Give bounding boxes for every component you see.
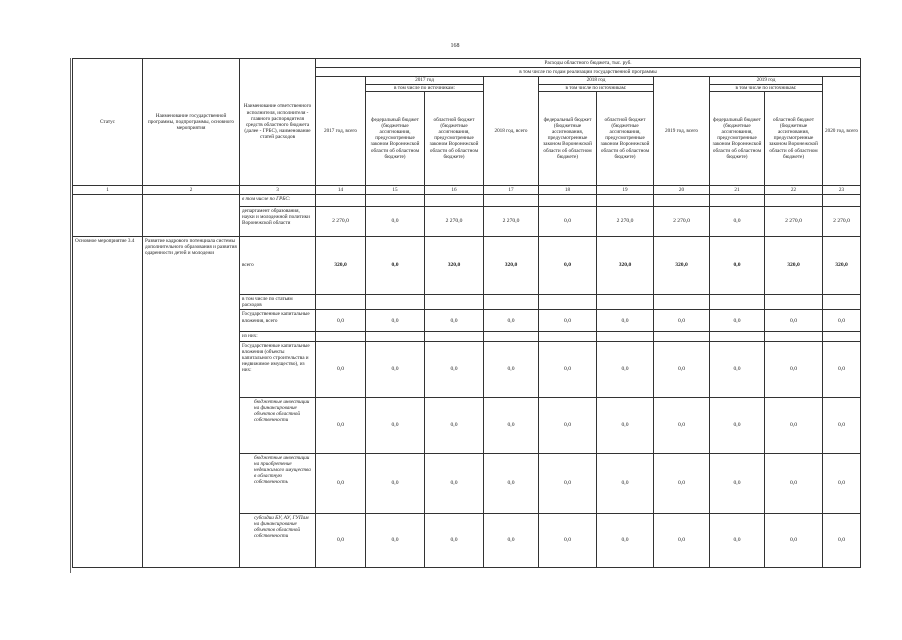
- header-year-2019: 2019 год: [710, 77, 822, 84]
- main-value: 320,0: [425, 237, 484, 295]
- row-department-label: департамент образования, науки и молодежной политики Воронежской области: [240, 207, 316, 237]
- main-total-label: всего: [240, 237, 316, 295]
- capital-value: 0,0: [654, 310, 710, 332]
- header-sources-2017: в том числе по источникам:: [394, 84, 455, 91]
- main-event-name: Развитие кадрового потенциала системы дополнительного образования и развития одаренности детей и молодежи: [143, 237, 240, 568]
- budget-table: [72, 58, 861, 568]
- header-executor: Наименование ответственного исполнителя, исполнителя - главного распорядителя средств областного бюджета (далее - ГРБС), наименование статей расходов: [240, 59, 316, 186]
- main-value: 0,0: [710, 237, 765, 295]
- dept-value: 2 270,0: [823, 207, 861, 237]
- col-num-2: 2: [143, 185, 240, 194]
- header-year-2017: 2017 год: [366, 77, 483, 84]
- capital-objects-value: 0,0: [710, 341, 765, 397]
- budget-table-wrapper: [72, 58, 860, 568]
- dept-value: 0,0: [710, 207, 765, 237]
- capital-objects-value: 0,0: [366, 341, 425, 397]
- budget-invest-realty-value: 0,0: [366, 453, 425, 513]
- col-num-19: 19: [597, 185, 654, 194]
- budget-invest-label: бюджетные инвестиции на финансирование объектов областной собственности: [240, 397, 316, 453]
- capital-objects-value: 0,0: [765, 341, 823, 397]
- header-by-years: в том числе по годам реализации государственной программы: [316, 68, 861, 77]
- main-value: 320,0: [484, 237, 539, 295]
- capital-objects-label: Государственные капитальные вложения (объекты капитального строительства и недвижимое имущество), из них:: [240, 341, 316, 397]
- col-num-18: 18: [539, 185, 597, 194]
- by-items-label: в том числе по статьям расходов: [240, 295, 316, 310]
- budget-invest-value: 0,0: [597, 397, 654, 453]
- main-value: 0,0: [539, 237, 597, 295]
- budget-invest-value: 0,0: [539, 397, 597, 453]
- left-margin-line: [70, 58, 71, 573]
- subsidies-value: 0,0: [765, 513, 823, 567]
- main-value: 320,0: [765, 237, 823, 295]
- col-num-3: 3: [240, 185, 316, 194]
- subsidies-value: 0,0: [366, 513, 425, 567]
- capital-objects-value: 0,0: [425, 341, 484, 397]
- budget-invest-value: 0,0: [316, 397, 366, 453]
- dept-value: 2 270,0: [425, 207, 484, 237]
- col-num-20: 20: [654, 185, 710, 194]
- header-total-2019: 2019 год, всего: [654, 77, 710, 185]
- budget-invest-realty-value: 0,0: [597, 453, 654, 513]
- budget-invest-value: 0,0: [710, 397, 765, 453]
- header-federal-2019: федеральный бюджет (бюджетные ассигнования, предусмотренные законом Воронежской области об областном бюджете): [710, 91, 765, 185]
- budget-invest-realty-value: 0,0: [654, 453, 710, 513]
- col-num-17: 17: [484, 185, 539, 194]
- budget-invest-value: 0,0: [484, 397, 539, 453]
- capital-objects-value: 0,0: [654, 341, 710, 397]
- header-total-2018: 2018 год, всего: [484, 77, 539, 185]
- page-number: 168: [450, 43, 460, 49]
- budget-invest-realty-value: 0,0: [316, 453, 366, 513]
- empty-name-cell: [143, 195, 240, 237]
- header-row-1: [73, 59, 861, 68]
- capital-value: 0,0: [765, 310, 823, 332]
- header-sources-2018: в том числе по источникам:: [565, 84, 627, 91]
- dept-value: 0,0: [539, 207, 597, 237]
- capital-value: 0,0: [484, 310, 539, 332]
- col-num-15: 15: [366, 185, 425, 194]
- main-status: Основное мероприятие 3.4: [73, 237, 143, 568]
- budget-invest-realty-value: 0,0: [425, 453, 484, 513]
- budget-invest-realty-value: 0,0: [765, 453, 823, 513]
- dept-value: 2 270,0: [654, 207, 710, 237]
- subsidies-value: 0,0: [710, 513, 765, 567]
- subsidies-value: 0,0: [316, 513, 366, 567]
- budget-invest-realty-value: 0,0: [539, 453, 597, 513]
- budget-invest-realty-label: бюджетные инвестиции на приобретение недвижимого имущества в областную собственность: [240, 453, 316, 513]
- col-num-14: 14: [316, 185, 366, 194]
- capital-value: 0,0: [823, 310, 861, 332]
- col-num-1: 1: [73, 185, 143, 194]
- capital-objects-value: 0,0: [539, 341, 597, 397]
- capital-value: 0,0: [597, 310, 654, 332]
- budget-invest-realty-value: 0,0: [710, 453, 765, 513]
- dept-value: 0,0: [366, 207, 425, 237]
- subsidies-value: 0,0: [539, 513, 597, 567]
- header-status: Статус: [73, 59, 143, 186]
- col-num-16: 16: [425, 185, 484, 194]
- budget-invest-value: 0,0: [765, 397, 823, 453]
- capital-value: 0,0: [366, 310, 425, 332]
- row-main-total: [73, 237, 861, 295]
- subsidies-value: 0,0: [654, 513, 710, 567]
- budget-invest-value: 0,0: [366, 397, 425, 453]
- budget-invest-realty-value: 0,0: [823, 453, 861, 513]
- row-grbs: [73, 195, 861, 207]
- capital-value: 0,0: [316, 310, 366, 332]
- header-2017-group: [366, 77, 484, 91]
- main-value: 320,0: [597, 237, 654, 295]
- header-sources-2019: в том числе по источникам:: [735, 84, 797, 91]
- capital-objects-value: 0,0: [484, 341, 539, 397]
- of-them-label: из них:: [240, 332, 316, 341]
- col-num-22: 22: [765, 185, 823, 194]
- header-federal-2017: федеральный бюджет (бюджетные ассигнования, предусмотренные законом Воронежской области об областном бюджете): [366, 91, 425, 185]
- header-program-name: Наименование государственной программы, подпрограммы, основного мероприятия: [143, 59, 240, 186]
- header-expenses: Расходы областного бюджета, тыс. руб.: [316, 59, 861, 68]
- budget-invest-value: 0,0: [654, 397, 710, 453]
- capital-value: 0,0: [425, 310, 484, 332]
- column-numbers-row: [73, 185, 861, 194]
- capital-objects-value: 0,0: [316, 341, 366, 397]
- budget-invest-value: 0,0: [823, 397, 861, 453]
- main-value: 0,0: [366, 237, 425, 295]
- subsidies-label: субсидии БУ, АУ, ГУПам на финансирование объектов областной собственности: [240, 513, 316, 567]
- main-value: 320,0: [654, 237, 710, 295]
- header-total-2017: 2017 год, всего: [316, 77, 366, 185]
- capital-label: Государственные капитальные вложения, всего: [240, 310, 316, 332]
- subsidies-value: 0,0: [425, 513, 484, 567]
- subsidies-value: 0,0: [484, 513, 539, 567]
- budget-invest-value: 0,0: [425, 397, 484, 453]
- row-grbs-label: в том числе по ГРБС:: [240, 195, 316, 207]
- col-num-23: 23: [823, 185, 861, 194]
- header-2018-group: [539, 77, 654, 91]
- header-total-2020: 2020 год, всего: [823, 77, 861, 185]
- capital-value: 0,0: [710, 310, 765, 332]
- capital-objects-value: 0,0: [597, 341, 654, 397]
- col-num-21: 21: [710, 185, 765, 194]
- dept-value: 2 270,0: [316, 207, 366, 237]
- main-value: 320,0: [823, 237, 861, 295]
- header-federal-2018: федеральный бюджет (бюджетные ассигнования, предусмотренные законом Воронежской области об областном бюджете): [539, 91, 597, 185]
- subsidies-value: 0,0: [597, 513, 654, 567]
- main-value: 320,0: [316, 237, 366, 295]
- header-regional-2017: областной бюджет (бюджетные ассигнования, предусмотренные законом Воронежской области об областном бюджете): [425, 91, 484, 185]
- dept-value: 2 270,0: [765, 207, 823, 237]
- budget-invest-realty-value: 0,0: [484, 453, 539, 513]
- header-regional-2019: областной бюджет (бюджетные ассигнования, предусмотренные законом Воронежской области об областном бюджете): [765, 91, 823, 185]
- header-year-2018: 2018 год: [539, 77, 653, 84]
- capital-value: 0,0: [539, 310, 597, 332]
- header-2019-group: [710, 77, 823, 91]
- empty-status-cell: [73, 195, 143, 237]
- subsidies-value: 0,0: [823, 513, 861, 567]
- header-regional-2018: областной бюджет (бюджетные ассигнования, предусмотренные законом Воронежской области об областном бюджете): [597, 91, 654, 185]
- capital-objects-value: 0,0: [823, 341, 861, 397]
- dept-value: 2 270,0: [597, 207, 654, 237]
- dept-value: 2 270,0: [484, 207, 539, 237]
